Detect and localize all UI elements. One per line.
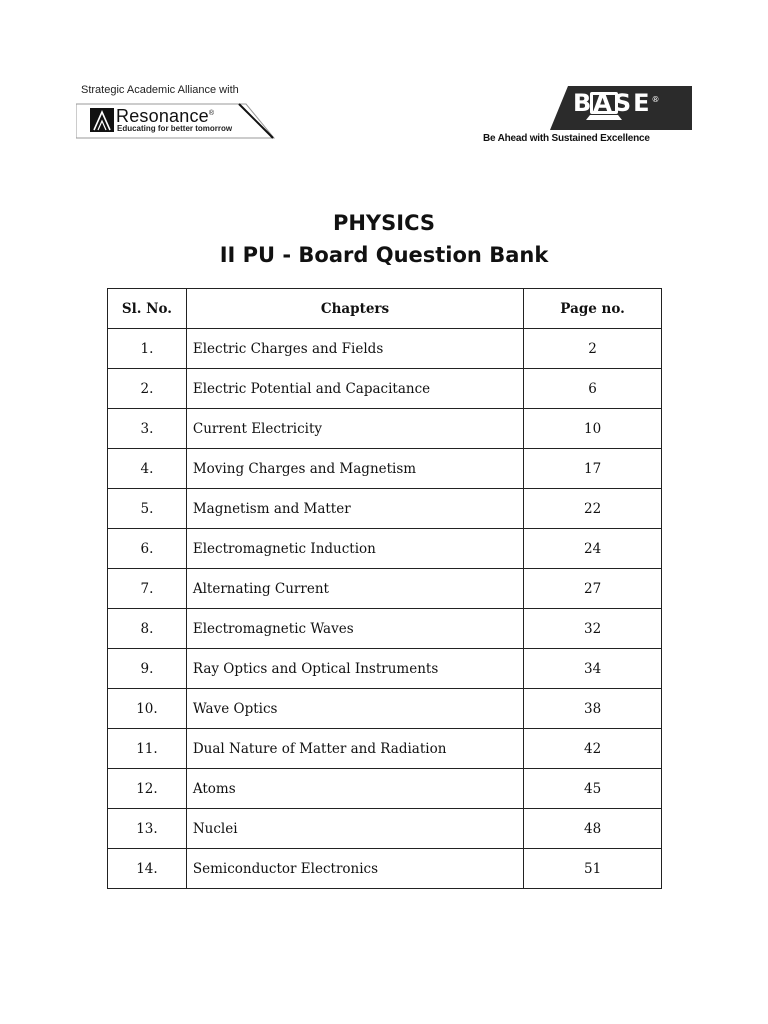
row-sl-no: 13. <box>108 809 187 849</box>
table-row <box>108 609 662 649</box>
row-page-no: 42 <box>524 729 662 769</box>
header-chapters: Chapters <box>186 289 523 329</box>
row-chapter: Moving Charges and Magnetism <box>186 449 523 489</box>
table-row <box>108 729 662 769</box>
row-page-no: 32 <box>524 609 662 649</box>
row-sl-no: 1. <box>108 329 187 369</box>
row-chapter: Dual Nature of Matter and Radiation <box>186 729 523 769</box>
table-row <box>108 849 662 889</box>
row-page-no: 34 <box>524 649 662 689</box>
table-row <box>108 369 662 409</box>
row-chapter: Electric Potential and Capacitance <box>186 369 523 409</box>
table-row <box>108 769 662 809</box>
row-page-no: 10 <box>524 409 662 449</box>
header-sl-no: Sl. No. <box>108 289 187 329</box>
base-logo-block <box>480 86 700 146</box>
row-sl-no: 12. <box>108 769 187 809</box>
row-chapter: Electromagnetic Waves <box>186 609 523 649</box>
row-page-no: 6 <box>524 369 662 409</box>
table-row <box>108 409 662 449</box>
row-sl-no: 10. <box>108 689 187 729</box>
row-sl-no: 4. <box>108 449 187 489</box>
row-sl-no: 7. <box>108 569 187 609</box>
table-row <box>108 449 662 489</box>
row-chapter: Current Electricity <box>186 409 523 449</box>
row-page-no: 48 <box>524 809 662 849</box>
table-header-row <box>108 289 662 329</box>
row-page-no: 38 <box>524 689 662 729</box>
row-chapter: Nuclei <box>186 809 523 849</box>
row-chapter: Atoms <box>186 769 523 809</box>
row-page-no: 45 <box>524 769 662 809</box>
table-row <box>108 649 662 689</box>
table-row <box>108 689 662 729</box>
row-page-no: 22 <box>524 489 662 529</box>
row-chapter: Electromagnetic Induction <box>186 529 523 569</box>
table-row <box>108 529 662 569</box>
row-sl-no: 11. <box>108 729 187 769</box>
row-chapter: Alternating Current <box>186 569 523 609</box>
chapters-table <box>107 288 662 889</box>
row-sl-no: 9. <box>108 649 187 689</box>
row-sl-no: 5. <box>108 489 187 529</box>
page-title: PHYSICS <box>332 211 436 235</box>
row-sl-no: 6. <box>108 529 187 569</box>
page-subtitle: II PU - Board Question Bank <box>219 243 549 267</box>
resonance-name: Resonance® <box>116 106 215 126</box>
table-row <box>108 569 662 609</box>
table-body <box>108 329 662 889</box>
table-row <box>108 809 662 849</box>
table-row <box>108 329 662 369</box>
row-page-no: 27 <box>524 569 662 609</box>
row-page-no: 17 <box>524 449 662 489</box>
alliance-logo-block <box>76 84 281 144</box>
row-page-no: 51 <box>524 849 662 889</box>
row-chapter: Semiconductor Electronics <box>186 849 523 889</box>
row-sl-no: 3. <box>108 409 187 449</box>
row-sl-no: 2. <box>108 369 187 409</box>
resonance-tagline: Educating for better tomorrow <box>117 124 233 133</box>
row-sl-no: 14. <box>108 849 187 889</box>
table-row <box>108 489 662 529</box>
header-page-no: Page no. <box>524 289 662 329</box>
row-page-no: 2 <box>524 329 662 369</box>
row-chapter: Wave Optics <box>186 689 523 729</box>
title-block <box>0 209 768 269</box>
row-sl-no: 8. <box>108 609 187 649</box>
alliance-caption: Strategic Academic Alliance with <box>81 84 239 96</box>
row-page-no: 24 <box>524 529 662 569</box>
row-chapter: Electric Charges and Fields <box>186 329 523 369</box>
base-word: BASE® <box>573 89 662 117</box>
row-chapter: Magnetism and Matter <box>186 489 523 529</box>
row-chapter: Ray Optics and Optical Instruments <box>186 649 523 689</box>
base-tagline: Be Ahead with Sustained Excellence <box>483 133 650 144</box>
